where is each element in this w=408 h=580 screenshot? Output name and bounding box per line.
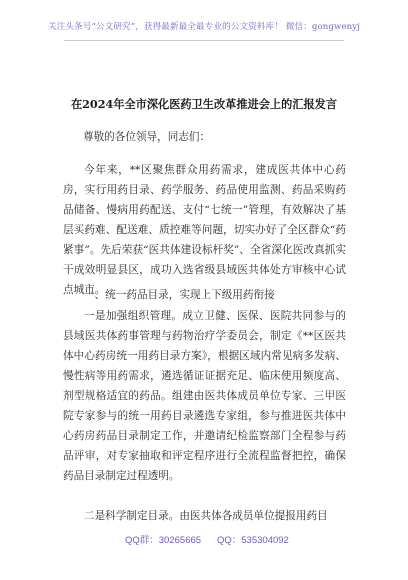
paragraph-catalog: 二是科学制定目录。由医共体各成员单位提报用药目 [84,510,328,522]
paragraph-organization: 一是加强组织管理。成立卫健、医保、医院共同参与的县域医共体药事管理与药物治疗学委员会，制定《**区医共体中心药房统一用药目录方案》，根据区域内常见病多发病、慢性病等用药需求，遴选循证证据充足、临床使用频度高、剂型规格适宜的药品。组建由医共体成员单位专家、三甲医院专家参与的统一用药目录遴选专家组，参与推进医共体中心药房药品目录制定工作，并邀请纪检监察部门全程参与药品评审，对专家抽取和评定程序进行全流程监督把控，确保药品目录制定过程透明。 [63,310,346,482]
header-banner: 关注头条号“公文研究”，获得最新最全最专业的公文资料库！ 微信：gongwenyj [47,22,361,32]
header-divider [64,40,344,41]
footer-contact [0,533,408,549]
section-heading: 一、统一药品目录，实现上下级用药衔接 [84,289,275,301]
document-title: 在2024年全市深化医药卫生改革推进会上的汇报发言 [70,97,338,111]
salutation: 尊敬的各位领导，同志们： [83,131,211,143]
footer-qq-group: QQ群：30265665 [125,535,202,546]
paragraph-intro: 今年来，**区聚焦群众用药需求，建成医共体中心药房，实行用药目录、药学服务、药品使用监测、药品采购药品储备、慢病用药配送、支付“七统一”管理，有效解决了基层买药难、配送难、质控难等问题，切实办好了全区群众“药紧事”。先后荣获“医共体建设标杆奖”、全省深化医改真抓实干成效明显县区，成功入选省级县域医共体处方审核中心试点城市。 [63,164,346,296]
footer-qq-number: QQ：535304092 [217,535,289,546]
